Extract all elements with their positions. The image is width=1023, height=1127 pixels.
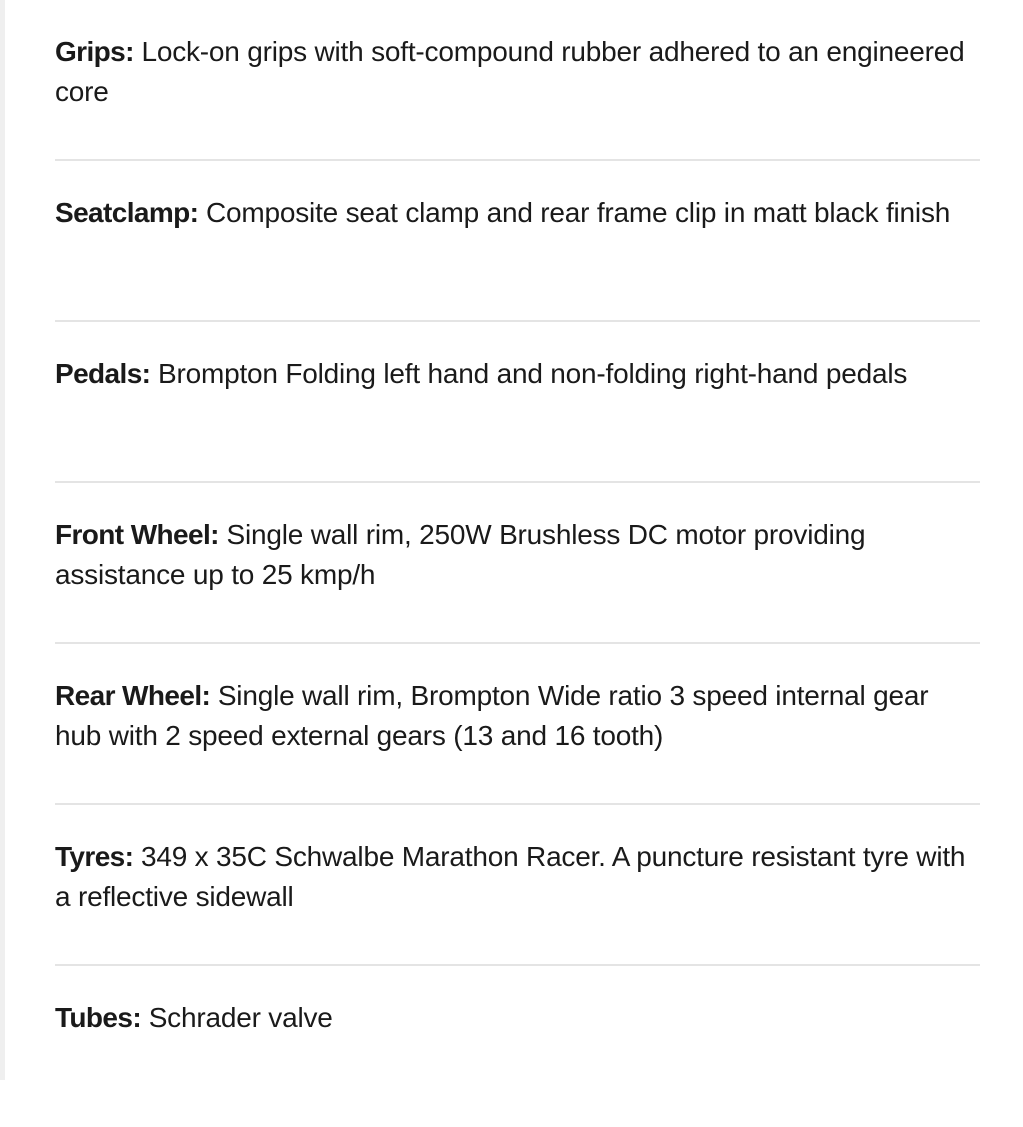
spec-value: Lock-on grips with soft-compound rubber adhered to an engineered core xyxy=(55,36,965,107)
spec-item-tubes xyxy=(55,966,980,1127)
spec-value: Single wall rim, Brompton Wide ratio 3 speed internal gear hub with 2 speed external gears (13 and 16 tooth) xyxy=(55,680,929,751)
spec-label: Rear Wheel: xyxy=(55,680,211,711)
spec-item-seatclamp xyxy=(55,161,980,322)
spec-item-tyres xyxy=(55,805,980,966)
spec-item-pedals xyxy=(55,322,980,483)
spec-label: Grips: xyxy=(55,36,134,67)
spec-item-front-wheel xyxy=(55,483,980,644)
left-edge-strip xyxy=(0,0,5,1080)
spec-label: Front Wheel: xyxy=(55,519,219,550)
spec-item-rear-wheel xyxy=(55,644,980,805)
spec-label: Tubes: xyxy=(55,1002,142,1033)
spec-value: Schrader valve xyxy=(148,1002,333,1033)
spec-value: 349 x 35C Schwalbe Marathon Racer. A puncture resistant tyre with a reflective sidewall xyxy=(55,841,966,912)
spec-item-grips xyxy=(55,0,980,161)
spec-value: Brompton Folding left hand and non-folding right-hand pedals xyxy=(158,358,908,389)
spec-value: Composite seat clamp and rear frame clip in matt black finish xyxy=(206,197,951,228)
spec-label: Pedals: xyxy=(55,358,151,389)
spec-label: Seatclamp: xyxy=(55,197,199,228)
spec-value: Single wall rim, 250W Brushless DC motor providing assistance up to 25 kmp/h xyxy=(55,519,866,590)
spec-label: Tyres: xyxy=(55,841,134,872)
spec-list xyxy=(55,0,980,1127)
